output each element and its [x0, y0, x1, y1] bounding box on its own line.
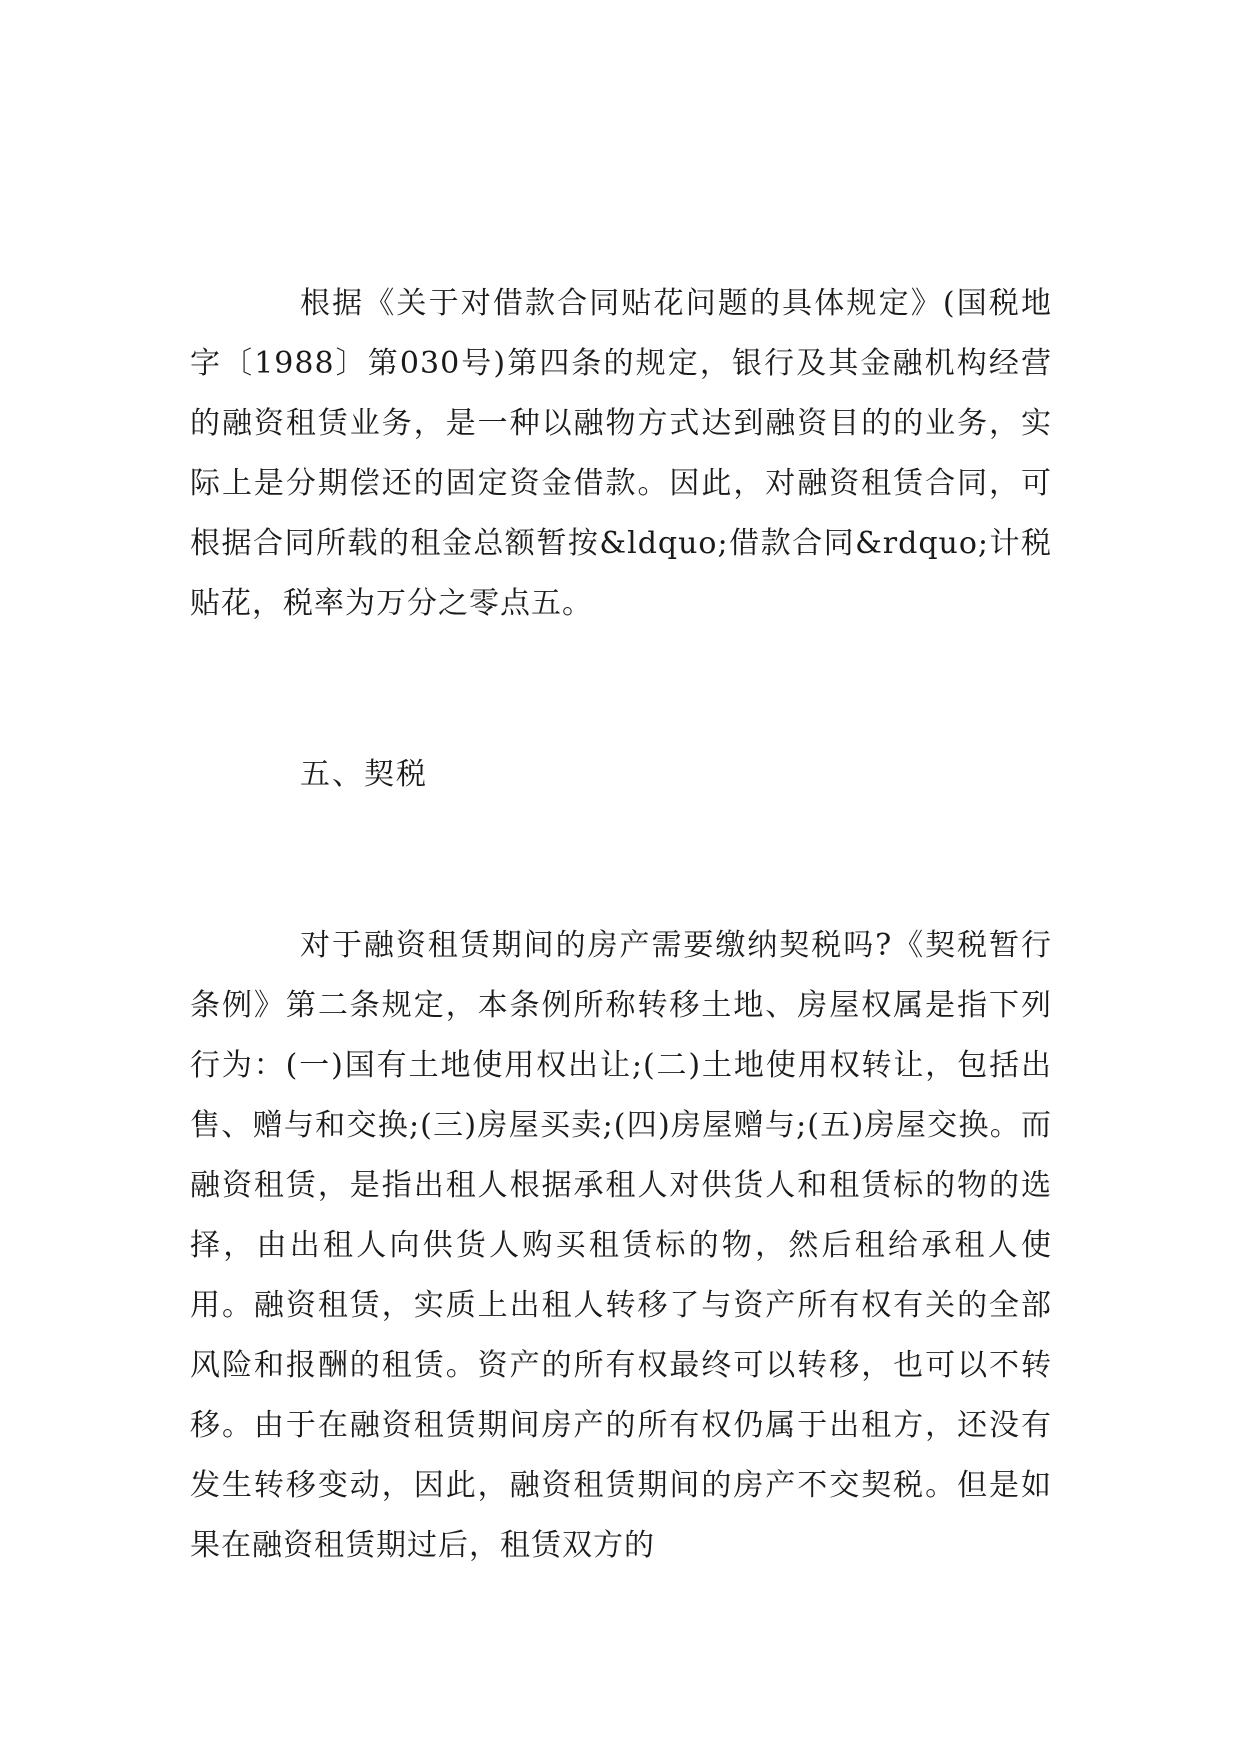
section-heading-deed-tax: 五、契税: [300, 757, 428, 792]
paragraph-deed-tax: 对于融资租赁期间的房产需要缴纳契税吗?《契税暂行条例》第二条规定，本条例所称转移土地、房屋权属是指下列行为：(一)国有土地使用权出让;(二)土地使用权转让，包括出售、赠与和交换;(三)房屋买卖;(四)房屋赠与;(五)房屋交换。而融资租赁，是指出租人根据承租人对供货人和租赁标的物的选择，由出租人向供货人购买租赁标的物，然后租给承租人使用。融资租赁，实质上出租人转移了与资产所有权有关的全部风险和报酬的租赁。资产的所有权最终可以转移，也可以不转移。由于在融资租赁期间房产的所有权仍属于出租方，还没有发生转移变动，因此，融资租赁期间的房产不交契税。但是如果在融资租赁期过后，租赁双方的: [190, 928, 1052, 1563]
paragraph-stamp-duty: 根据《关于对借款合同贴花问题的具体规定》(国税地字〔1988〕第030号)第四条的规定，银行及其金融机构经营的融资租赁业务，是一种以融物方式达到融资目的的业务，实际上是分期偿还的固定资金借款。因此，对融资租赁合同，可根据合同所载的租金总额暂按&ldquo;借款合同&rdquo;计税贴花，税率为万分之零点五。: [190, 286, 1052, 621]
